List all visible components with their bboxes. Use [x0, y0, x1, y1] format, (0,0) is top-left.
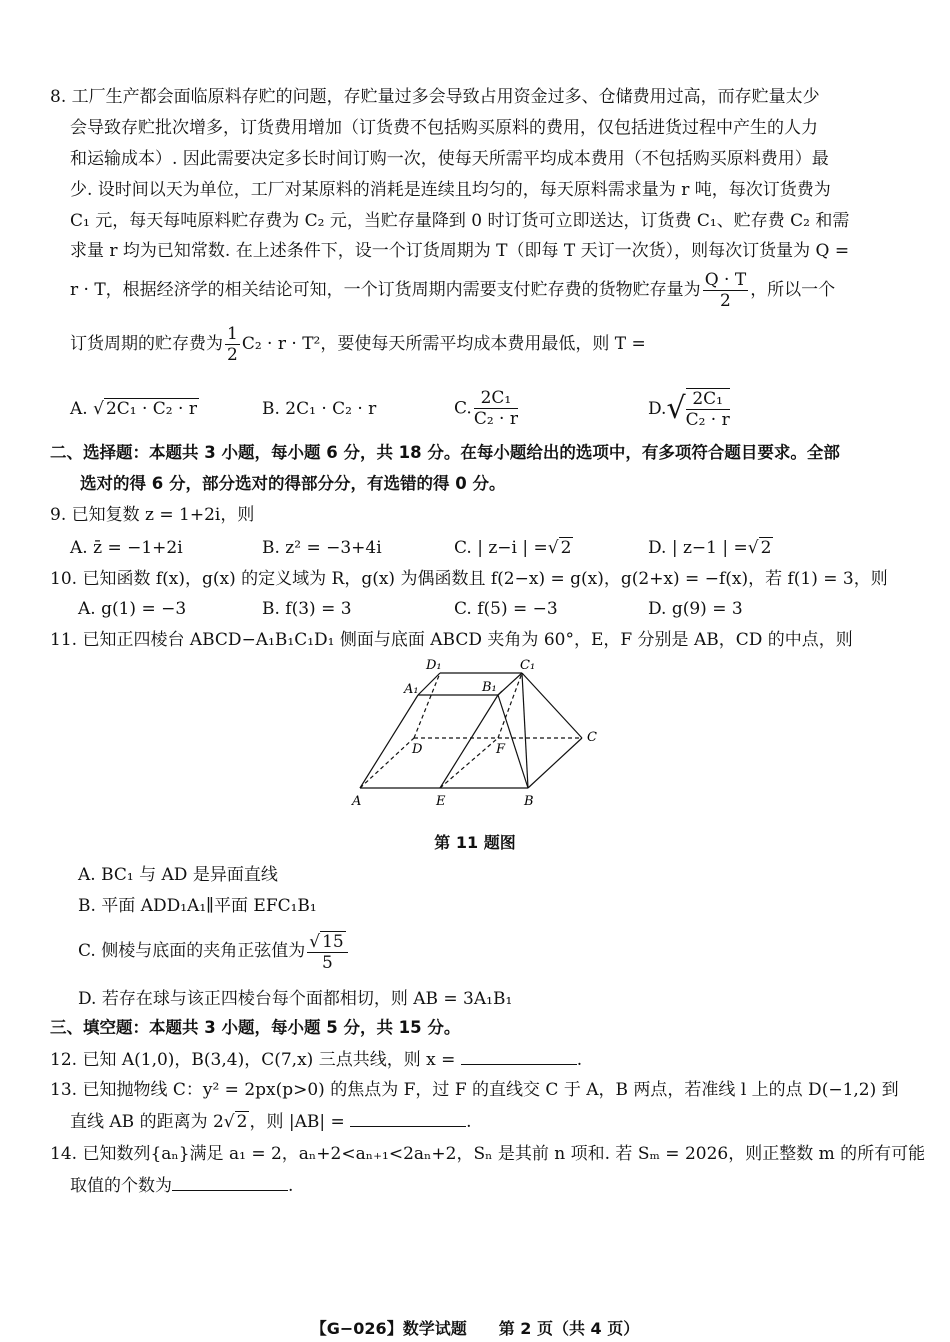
q14-text: 取值的个数为 [70, 1176, 172, 1196]
q10-stem: 10. 已知函数 f(x)，g(x) 的定义域为 R，g(x) 为偶函数且 f(2−x) = g(x)，g(2+x) = −f(x)，若 f(1) = 3，则 [50, 569, 888, 589]
label-c1: C₁ [520, 658, 536, 673]
sqrt-sign-icon: √ [547, 538, 559, 558]
fraction-numerator: 2C₁ [686, 389, 730, 410]
sqrt-sign-icon: √ [223, 1112, 235, 1132]
q10-options [78, 598, 908, 620]
q8-option-d[interactable] [648, 388, 732, 430]
q14-line-2 [70, 1174, 293, 1197]
sqrt-sign-icon: √ [666, 391, 686, 426]
q8-line-8 [70, 322, 646, 366]
q9-option-a[interactable]: A. z̄ = −1+2i [70, 538, 183, 558]
q10-option-a[interactable]: A. g(1) = −3 [78, 599, 187, 619]
q11-stem: 11. 已知正四棱台 ABCD−A₁B₁C₁D₁ 侧面与底面 ABCD 夹角为 60°，E，F 分别是 AB，CD 的中点，则 [50, 630, 853, 650]
fraction-denominator: 5 [322, 952, 333, 973]
label-a1: A₁ [404, 682, 419, 697]
q9-options [70, 537, 900, 559]
q8-line8-fraction [225, 324, 240, 365]
q10-option-d[interactable]: D. g(9) = 3 [648, 599, 743, 619]
option-label: C. [454, 398, 472, 419]
fraction-denominator: 2 [227, 345, 238, 365]
radicand: 15 [322, 931, 344, 952]
q11-option-c[interactable] [78, 926, 350, 976]
radicand: 2 [560, 538, 572, 558]
q8-line7-fraction [703, 270, 749, 311]
label-f: F [496, 742, 506, 757]
radicand: 2 [236, 1112, 248, 1132]
figure-caption: 第 11 题图 [434, 833, 516, 852]
q8-line7-pre: r · T，根据经济学的相关结论可知，一个订货周期内需要支付贮存费的货物贮存量为 [70, 280, 701, 300]
q8-line-1: 8. 工厂生产都会面临原料存贮的问题，存贮量过多会导致占用资金过多、仓储费用过高，而存贮量太少 [50, 87, 820, 107]
q9-option-c[interactable] [454, 537, 573, 559]
q13-period: . [466, 1112, 472, 1132]
option-text: C. | z−i | = [454, 538, 548, 558]
q11-option-d[interactable]: D. 若存在球与该正四棱台每个面都相切，则 AB = 3A₁B₁ [78, 989, 513, 1009]
section-3-heading: 三、填空题：本题共 3 小题，每小题 5 分，共 15 分。 [50, 1018, 461, 1037]
label-b1: B₁ [482, 680, 497, 695]
q12 [50, 1048, 582, 1071]
q11-option-b[interactable]: B. 平面 ADD₁A₁∥平面 EFC₁B₁ [78, 896, 317, 916]
label-d: D [412, 742, 423, 757]
edge-aa1 [360, 695, 418, 788]
fraction [686, 388, 730, 430]
sqrt-sign-icon: √ [747, 538, 759, 558]
q10-option-b[interactable]: B. f(3) = 3 [262, 599, 352, 619]
label-e: E [436, 794, 446, 809]
q9-option-d[interactable] [648, 537, 773, 559]
label-a: A [352, 794, 362, 809]
label-d1: D₁ [426, 658, 442, 673]
label-c: C [587, 730, 597, 745]
q8-line-7 [70, 268, 835, 312]
q9-stem: 9. 已知复数 z = 1+2i，则 [50, 505, 255, 525]
q8-line8-pre: 订货周期的贮存费为 [70, 334, 223, 354]
edge-short [498, 691, 502, 695]
q8-option-b[interactable]: B. 2C₁ · C₂ · r [262, 399, 377, 419]
q14-answer-blank[interactable] [172, 1174, 288, 1191]
edge-cc1 [522, 673, 582, 738]
q9-option-b[interactable]: B. z² = −3+4i [262, 538, 382, 558]
q8-line8-post: C₂ · r · T²，要使每天所需平均成本费用最低，则 T = [241, 334, 646, 354]
section-2-heading-cont: 选对的得 6 分，部分选对的得部分分，有选错的得 0 分。 [80, 474, 506, 493]
q8-options [70, 388, 900, 432]
q12-text: 12. 已知 A(1,0)，B(3,4)，C(7,x) 三点共线，则 x = [50, 1050, 456, 1070]
option-label: A. [70, 399, 88, 419]
page-footer: 【G−026】数学试题 第 2 页（共 4 页） [310, 1319, 640, 1338]
edge-eb1 [440, 695, 498, 788]
frustum-figure [340, 655, 610, 815]
q11-option-a[interactable]: A. BC₁ 与 AD 是异面直线 [78, 865, 278, 885]
sqrt-sign-icon: √ [309, 931, 321, 952]
q8-line7-post: ，所以一个 [750, 280, 836, 300]
option-label: D. [648, 399, 667, 419]
q10-option-c[interactable]: C. f(5) = −3 [454, 599, 558, 619]
radicand: 2C₁ · C₂ · r [105, 399, 197, 419]
fraction [474, 388, 518, 429]
fraction-numerator: Q · T [704, 270, 747, 290]
fraction-numerator: 1 [227, 324, 238, 344]
q8-line-4: 少. 设时间以天为单位，工厂对某原料的消耗是连续且均匀的，每天原料需求量为 r 吨，每次订货费为 [70, 180, 831, 200]
q13-line-1: 13. 已知抛物线 C：y² = 2px(p>0) 的焦点为 F，过 F 的直线交 C 于 A，B 两点，若准线 l 上的点 D(−1,2) 到 [50, 1080, 899, 1100]
q13-line-2 [70, 1110, 472, 1133]
q14-line-1: 14. 已知数列{aₙ}满足 a₁ = 2，aₙ+2<aₙ₊₁<2aₙ+2，Sₙ 是其前 n 项和. 若 Sₘ = 2026，则正整数 m 的所有可能 [50, 1144, 926, 1164]
edge-a1d1 [418, 673, 440, 695]
sqrt-sign-icon: √ [93, 399, 104, 419]
q8-option-c[interactable] [454, 388, 520, 429]
q13-text: 直线 AB 的距离为 2 [70, 1112, 224, 1132]
q8-line-3: 和运输成本）. 因此需要决定多长时间订购一次，使每天所需平均成本费用（不包括购买原料费用）最 [70, 149, 829, 169]
label-b: B [524, 794, 534, 809]
fraction-denominator: C₂ · r [473, 409, 518, 429]
q8-option-a[interactable] [70, 398, 199, 420]
fraction-denominator: 2 [720, 291, 731, 311]
option-text: D. | z−1 | = [648, 538, 748, 558]
q8-line-5: C₁ 元，每天每吨原料贮存费为 C₂ 元，当贮存量降到 0 时订货可立即送达，订货费 C₁、贮存费 C₂ 和需 [70, 211, 850, 231]
q8-line-2: 会导致存贮批次增多，订货费用增加（订货费不包括购买原料的费用，仅包括进货过程中产生的人力 [70, 118, 818, 138]
section-2-heading: 二、选择题：本题共 3 小题，每小题 6 分，共 18 分。在每小题给出的选项中，有多项符合题目要求。全部 [50, 443, 840, 462]
edge-ef-hidden [440, 738, 498, 788]
q13-text-mid: ，则 |AB| = [249, 1112, 345, 1132]
q12-answer-blank[interactable] [461, 1048, 577, 1065]
fraction-numerator: 2C₁ [474, 388, 518, 409]
q12-period: . [576, 1050, 583, 1070]
edge-bc [528, 738, 582, 788]
fraction-denominator: C₂ · r [685, 410, 730, 430]
fraction [307, 931, 347, 973]
q14-period: . [288, 1176, 294, 1196]
q13-answer-blank[interactable] [350, 1110, 466, 1127]
radicand: 2 [760, 538, 772, 558]
fraction-numerator [307, 931, 347, 953]
option-text: C. 侧棱与底面的夹角正弦值为 [78, 941, 306, 961]
q8-line-6: 求量 r 均为已知常数. 在上述条件下，设一个订货周期为 T（即每 T 天订一次货），则每次订货量为 Q = [70, 241, 850, 261]
